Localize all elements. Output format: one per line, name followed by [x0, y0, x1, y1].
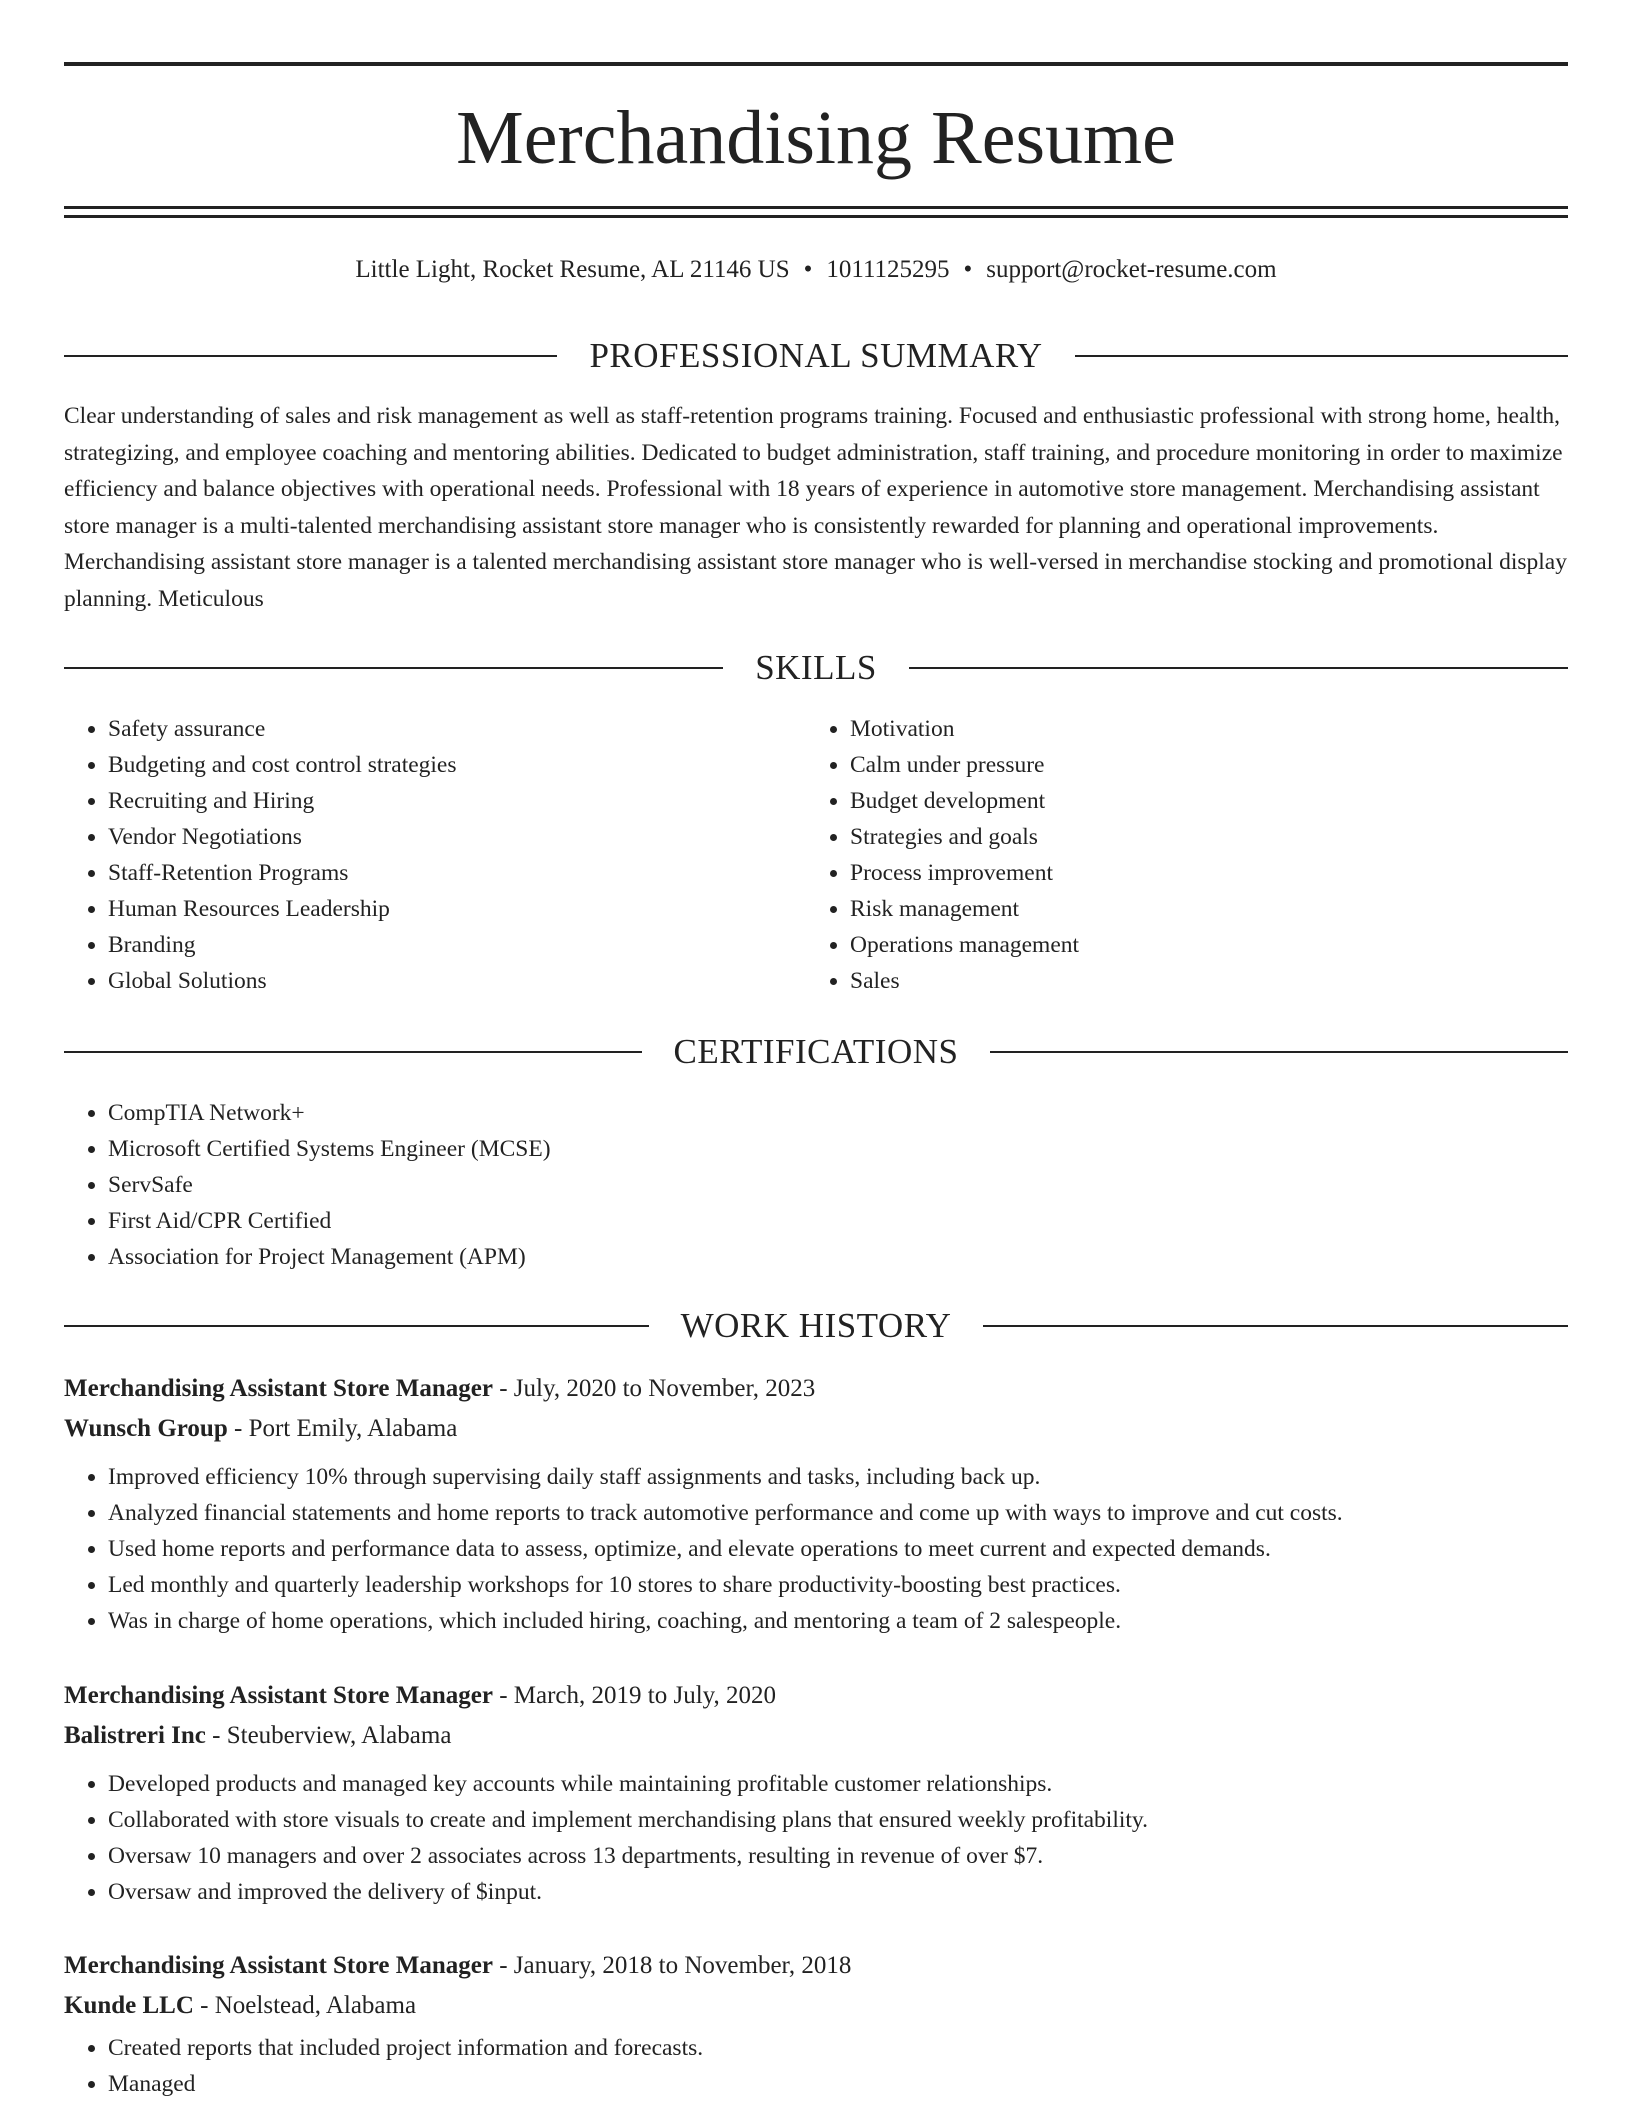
heading-rule — [64, 355, 557, 357]
skills-left-column — [64, 711, 764, 999]
job-title: Merchandising Assistant Store Manager — [64, 1952, 493, 1979]
skills-left-list — [64, 711, 764, 999]
job-bullet: • Developed products and managed key accounts while maintaining profitable customer relationships. — [108, 1766, 1568, 1802]
job-title: Merchandising Assistant Store Manager — [64, 1375, 493, 1402]
skills-heading — [64, 646, 1568, 690]
job-dash: - — [492, 1682, 514, 1709]
job-location: Steuberview, Alabama — [226, 1722, 452, 1749]
job-title: Merchandising Assistant Store Manager — [64, 1682, 493, 1709]
job-dates: January, 2018 to November, 2018 — [513, 1952, 852, 1979]
job-company-line — [64, 1716, 1568, 1756]
job-company-line — [64, 1409, 1568, 1449]
certifications-heading — [64, 1030, 1568, 1074]
skill-item: • Budgeting and cost control strategies — [108, 747, 764, 783]
title-rule-upper — [64, 206, 1568, 209]
heading-rule — [909, 667, 1568, 669]
skill-item: • Staff-Retention Programs — [108, 855, 764, 891]
contact-separator: • — [803, 256, 813, 283]
job-dash: - — [492, 1952, 514, 1979]
certifications-list — [64, 1095, 1464, 1275]
job-dates: March, 2019 to July, 2020 — [513, 1682, 777, 1709]
certification-item: • ServSafe — [108, 1167, 1464, 1203]
job-entry — [64, 1946, 1568, 2102]
work-history-heading — [64, 1304, 1568, 1348]
skill-item: • Process improvement — [850, 855, 1506, 891]
contact-email: support@rocket-resume.com — [986, 256, 1277, 283]
certifications-list-wrap — [64, 1095, 1464, 1275]
job-dash: - — [193, 1992, 215, 2019]
summary-text: Clear understanding of sales and risk management as well as staff-retention programs training. Focused and enthusiastic professional with strong home, health, strategizing, and employee coaching and mentoring abilities. Dedicated to budget administration, staff training, and procedure monitoring in order to maximize efficiency and balance objectives with operational needs. Professional with 18 years of experience in automotive store management. Merchandising assistant store manager is a multi-talented merchandising assistant store manager who is consistently rewarded for planning and operational improvements. Merchandising assistant store manager is a talented merchandising assistant store manager who is well-versed in merchandise stocking and promotional display planning. Meticulous — [64, 403, 1567, 612]
resume-title: Merchandising Resume — [456, 96, 1176, 180]
job-dash: - — [205, 1722, 227, 1749]
work-history-heading-label: WORK HISTORY — [680, 1306, 952, 1345]
job-bullet: • Used home reports and performance data to assess, optimize, and elevate operations to meet current and expected demands. — [108, 1531, 1568, 1567]
skill-item: • Sales — [850, 963, 1506, 999]
skill-item: • Budget development — [850, 783, 1506, 819]
job-bullet: • Oversaw and improved the delivery of $input. — [108, 1874, 1568, 1910]
skill-item: • Recruiting and Hiring — [108, 783, 764, 819]
certification-item: • First Aid/CPR Certified — [108, 1203, 1464, 1239]
heading-rule — [64, 1051, 642, 1053]
job-bullet: • Collaborated with store visuals to create and implement merchandising plans that ensured weekly profitability. — [108, 1802, 1568, 1838]
job-dash: - — [492, 1375, 514, 1402]
job-bullet: • Oversaw 10 managers and over 2 associates across 13 departments, resulting in revenue of over $7. — [108, 1838, 1568, 1874]
job-bullets — [64, 2030, 1568, 2102]
job-location: Noelstead, Alabama — [214, 1992, 417, 2019]
contact-line — [64, 252, 1568, 288]
job-bullet: • Analyzed financial statements and home reports to track automotive performance and come up with ways to improve and cut costs. — [108, 1495, 1568, 1531]
job-bullets — [64, 1766, 1568, 1910]
job-company: Balistreri Inc — [64, 1722, 206, 1749]
job-entry — [64, 1369, 1568, 1639]
job-dash: - — [227, 1415, 249, 1442]
job-dates: July, 2020 to November, 2023 — [513, 1375, 816, 1402]
job-entry — [64, 1676, 1568, 1910]
job-title-line — [64, 1676, 1568, 1716]
certification-item: • Microsoft Certified Systems Engineer (MCSE) — [108, 1131, 1464, 1167]
skill-item: • Strategies and goals — [850, 819, 1506, 855]
job-bullet: • Managed — [108, 2066, 1568, 2102]
contact-separator: • — [963, 256, 973, 283]
job-company: Wunsch Group — [64, 1415, 228, 1442]
certification-item: • Association for Project Management (APM) — [108, 1239, 1464, 1275]
job-location: Port Emily, Alabama — [248, 1415, 458, 1442]
skill-item: • Calm under pressure — [850, 747, 1506, 783]
certifications-heading-label: CERTIFICATIONS — [673, 1032, 959, 1071]
heading-rule — [64, 667, 723, 669]
heading-rule — [983, 1325, 1568, 1327]
summary-heading-label: PROFESSIONAL SUMMARY — [589, 336, 1043, 375]
skill-item: • Risk management — [850, 891, 1506, 927]
job-bullets — [64, 1459, 1568, 1639]
top-rule — [64, 62, 1568, 66]
heading-rule — [1075, 355, 1568, 357]
contact-phone: 1011125295 — [826, 256, 950, 283]
heading-rule — [64, 1325, 649, 1327]
job-bullet: • Created reports that included project information and forecasts. — [108, 2030, 1568, 2066]
job-title-line — [64, 1946, 1568, 1986]
skill-item: • Global Solutions — [108, 963, 764, 999]
certification-item: • CompTIA Network+ — [108, 1095, 1464, 1131]
job-bullet: • Was in charge of home operations, which included hiring, coaching, and mentoring a team of 2 salespeople. — [108, 1603, 1568, 1639]
title-rule-lower — [64, 215, 1568, 218]
job-bullet: • Led monthly and quarterly leadership workshops for 10 stores to share productivity-boosting best practices. — [108, 1567, 1568, 1603]
job-title-line — [64, 1369, 1568, 1409]
contact-address: Little Light, Rocket Resume, AL 21146 US — [355, 256, 790, 283]
skill-item: • Branding — [108, 927, 764, 963]
job-company-line — [64, 1986, 1568, 2026]
skills-heading-label: SKILLS — [755, 648, 877, 687]
skill-item: • Safety assurance — [108, 711, 764, 747]
summary-heading — [64, 334, 1568, 378]
job-bullet: • Improved efficiency 10% through supervising daily staff assignments and tasks, including back up. — [108, 1459, 1568, 1495]
job-company: Kunde LLC — [64, 1992, 194, 2019]
skill-item: • Vendor Negotiations — [108, 819, 764, 855]
skills-right-column — [806, 711, 1506, 999]
skill-item: • Human Resources Leadership — [108, 891, 764, 927]
skill-item: • Operations management — [850, 927, 1506, 963]
heading-rule — [990, 1051, 1568, 1053]
skill-item: • Motivation — [850, 711, 1506, 747]
skills-right-list — [806, 711, 1506, 999]
